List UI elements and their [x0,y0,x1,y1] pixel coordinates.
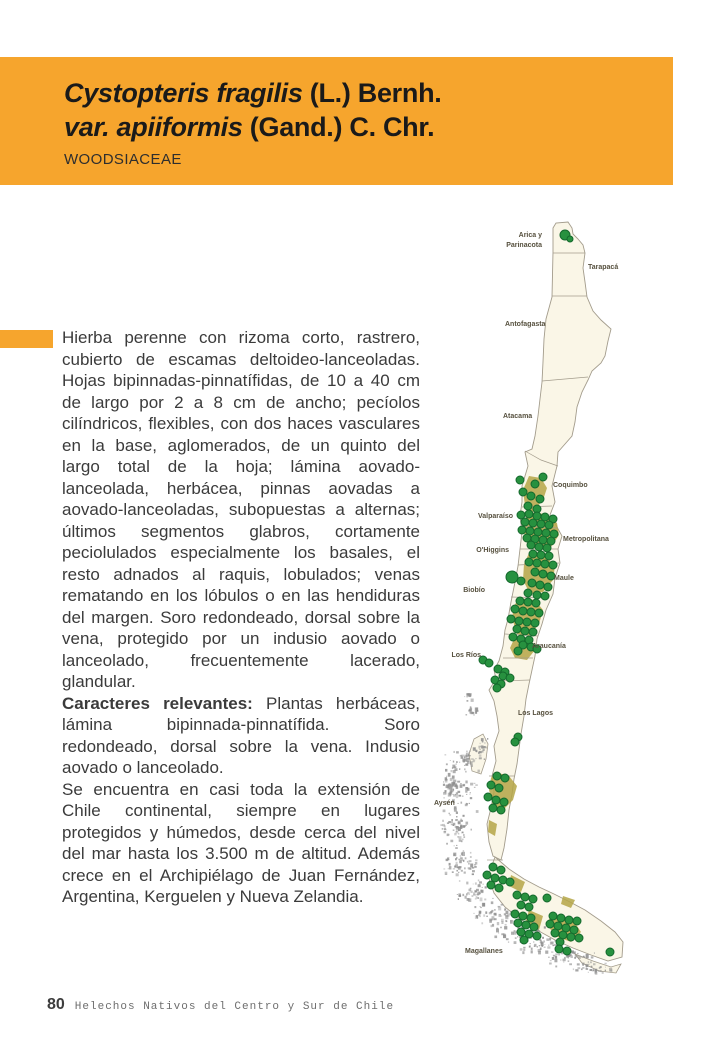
distribution-dot [543,544,551,552]
distribution-dot [511,738,519,746]
distribution-dot [492,796,500,804]
distribution-dot [525,558,533,566]
distribution-dot [536,495,544,503]
distribution-dot [524,502,532,510]
distribution-dot [501,774,509,782]
distribution-dot [567,236,573,242]
distribution-dot [527,608,535,616]
region-label: Arica y [518,232,542,239]
distribution-dot [531,619,539,627]
distribution-dot [518,526,526,534]
distribution-dot [483,871,491,879]
distribution-dot [521,893,529,901]
distribution-dot [506,571,518,583]
distribution-dot [487,781,495,789]
chile-map-svg [425,220,680,990]
distribution-dot [551,929,559,937]
region-label: Araucanía [532,643,566,650]
variety-name-italic: var. apiiformis [64,112,243,142]
margin-accent-tab [0,330,53,348]
distribution-dot [489,863,497,871]
distribution-dot [516,476,524,484]
distribution-dot [541,560,549,568]
distribution-dot [507,615,515,623]
distribution-dot [533,591,541,599]
distribution-dot [537,551,545,559]
distribution-dot [484,793,492,801]
distribution-dot [541,592,549,600]
distribution-dot [519,912,527,920]
distribution-dot [606,948,614,956]
distribution-dot [524,589,532,597]
chile-distribution-map [425,220,680,990]
region-label: Tarapacá [588,264,619,271]
distribution-dot [563,947,571,955]
distribution-dot [513,891,521,899]
distribution-dot [555,945,563,953]
species-title [64,76,653,144]
species-header-band [0,57,673,185]
region-label: Los Ríos [451,652,481,659]
region-label: Aysén [434,800,455,807]
distribution-dot [497,806,505,814]
distribution-dot [528,579,536,587]
distribution-dot [520,936,528,944]
distribution-dot [535,543,543,551]
distribution-dot [493,684,501,692]
page-number: 80 [47,996,65,1013]
distribution-dot [519,488,527,496]
region-label: Parinacota [506,242,542,249]
distribution-dot [527,492,535,500]
distribution-dot [530,923,538,931]
distribution-dot [513,625,521,633]
distribution-dot [506,674,514,682]
distribution-dot [521,627,529,635]
distribution-dot [532,599,540,607]
distribution-dot [514,919,522,927]
distribution-dot [489,804,497,812]
distribution-dot [495,784,503,792]
description-column [62,327,420,908]
distribution-dot [493,772,501,780]
distribution-dot [525,510,533,518]
distribution-dot [506,878,514,886]
distribution-dot [535,609,543,617]
description-paragraph: Hierba perenne con rizoma corto, rastrero, cubierto de escamas deltoideo-lanceoladas. Hojas bipinnadas-pinnatífidas, de 10 a 40 cm de largo por 2 a 8 cm de ancho; pecíolos cilíndricos, flexibles, con dos haces vasculares en la base, aglomerados, de un quinto del largo total de la hoja; lámina aovado-lanceolada, herbácea, pinnas aovadas a aovado-lanceoladas, subopuestas a alternas; últimos segmentos glabros, cortamente peciolulados especialmente los basales, el resto adnados al raquis, lobulados; venas rematando en los lóbulos o en las hendiduras del margen. Soro redondeado, dorsal sobre la vena, protegido por un indusio aovado o lanceolado, frecuentemente lacerado, glandular. [62,328,420,691]
region-label: Metropolitana [563,536,609,543]
distribution-dot [543,894,551,902]
key-characters-text: Plantas herbáceas, lámina bipinnada-pinnatífida. Soro redondeado, dorsal sobre la vena. Indusio aovado o lanceolado. [62,693,420,777]
distribution-dot [523,618,531,626]
distribution-dot [525,903,533,911]
distribution-dot [573,917,581,925]
region-label: Magallanes [465,948,503,955]
distribution-dot [537,520,545,528]
distribution-dot [533,932,541,940]
distribution-dot [529,519,537,527]
species-name-italic: Cystopteris fragilis [64,78,303,108]
distribution-dot [521,518,529,526]
distribution-dot [511,910,519,918]
distribution-dot [529,550,537,558]
distribution-dot [500,798,508,806]
distribution-dot [514,647,522,655]
distribution-dot [485,659,493,667]
distribution-dot [533,559,541,567]
distribution-dot [516,597,524,605]
variety-author: (Gand.) C. Chr. [242,112,435,142]
region-label: Maule [554,575,574,582]
distribution-dot [539,570,547,578]
distribution-dot [536,581,544,589]
distribution-dot [517,901,525,909]
distribution-dot [549,912,557,920]
distribution-dot [517,928,525,936]
distribution-dot [575,934,583,942]
distribution-dot [567,933,575,941]
region-label: Coquimbo [553,482,588,489]
book-title: Helechos Nativos del Centro y Sur de Chile [74,1001,395,1013]
region-label: Biobío [463,587,485,594]
distribution-dot [524,598,532,606]
distribution-dot [549,561,557,569]
distribution-dot [531,480,539,488]
distribution-dot [545,552,553,560]
family-label: WOODSIACEAE [64,151,182,168]
region-label: O'Higgins [476,547,509,554]
distribution-dot [511,605,519,613]
distribution-dot [531,568,539,576]
distribution-dot [544,583,552,591]
page-footer [47,996,394,1014]
distribution-dot [487,881,495,889]
distribution-dot [539,473,547,481]
key-characters-label: Caracteres relevantes: [62,693,253,713]
distribution-paragraph: Se encuentra en casi toda la extensión de Chile continental, siempre en lugares protegidos y húmedos, desde cerca del nivel del mar hasta los 3.500 m de altitud. Además crece en el Archipiélago de Juan Fernández, Argentina, Kerguelen y Nueva Zelandia. [62,779,420,906]
distribution-dot [515,617,523,625]
distribution-dot [565,916,573,924]
distribution-dot [519,607,527,615]
distribution-dot [546,920,554,928]
region-label: Los Lagos [518,710,554,717]
key-characters-paragraph [62,693,420,779]
region-label: Atacama [503,413,533,420]
distribution-dot [529,895,537,903]
region-label: Valparaíso [477,513,513,520]
distribution-dot [545,521,553,529]
distribution-dot [509,633,517,641]
distribution-dot [557,914,565,922]
distribution-dot [529,628,537,636]
distribution-dot [495,884,503,892]
distribution-dot [527,541,535,549]
distribution-dot [497,866,505,874]
distribution-dot [522,921,530,929]
distribution-dot [527,914,535,922]
species-author: (L.) Bernh. [302,78,442,108]
region-label: Antofagasta [505,321,546,328]
